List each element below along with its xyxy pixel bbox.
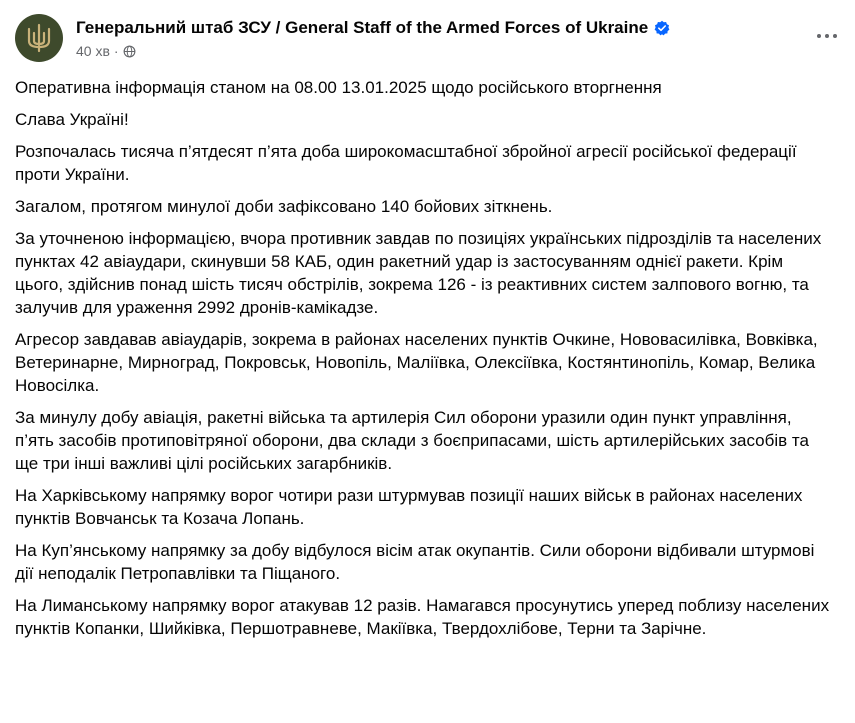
globe-icon[interactable] (123, 45, 136, 58)
post-paragraph: Оперативна інформація станом на 08.00 13.01.2025 щодо російського вторгнення (15, 78, 662, 97)
post-header (15, 14, 845, 62)
more-dot (825, 34, 829, 38)
author-name[interactable] (76, 18, 670, 38)
avatar[interactable] (15, 14, 63, 62)
meta-separator: · (113, 43, 119, 59)
post-paragraph: Розпочалась тисяча п’ятдесят п’ята доба широкомасштабної збройної агресії російської федерації проти України. (15, 142, 797, 184)
post-meta (76, 43, 136, 59)
post-body (15, 76, 835, 649)
author-name-text[interactable]: Генеральний штаб ЗСУ / General Staff of the Armed Forces of Ukraine (76, 18, 649, 37)
more-options-icon[interactable] (809, 24, 845, 48)
post-paragraph: За минулу добу авіація, ракетні війська та артилерія Сил оборони уразили один пункт управління, п’ять засобів протиповітряної оборони, два склади з боєприпасами, шість артилерійських засобів та ще три інші важливі цілі російських загарбників. (15, 408, 809, 473)
verified-badge-icon (654, 20, 670, 36)
post-paragraph: На Харківському напрямку ворог чотири рази штурмував позиції наших військ в районах населених пунктів Вовчанськ та Козача Лопань. (15, 486, 803, 528)
post-paragraph: За уточненою інформацією, вчора противник завдав по позиціях українських підрозділів та населених пунктах 42 авіаудари, скинувши 58 КАБ, один ракетний удар із застосуванням однієї ракети. Крім цього, здійснив понад шість тисяч обстрілів, зокрема 126 - із реактивних систем залпового вогню, та залучив для ураження 2992 дронів-камікадзе. (15, 229, 822, 317)
post-paragraph: Загалом, протягом минулої доби зафіксовано 140 бойових зіткнень. (15, 197, 553, 216)
more-dot (817, 34, 821, 38)
post-paragraph: Агресор завдавав авіаударів, зокрема в районах населених пунктів Очкине, Нововасилівка, Вовківка, Ветеринарне, Мирноград, Покровськ, Новопіль, Маліївка, Олексіївка, Костянтинопіль, Комар, Велика Новосілка. (15, 330, 818, 395)
post-timestamp[interactable]: 40 хв (76, 43, 110, 59)
post-paragraph: Слава Україні! (15, 110, 129, 129)
post-paragraph: На Лиманському напрямку ворог атакував 12 разів. Намагався просунутись уперед поблизу населених пунктів Копанки, Шийківка, Першотравневе, Макіївка, Твердохлібове, Терни та Зарічне. (15, 596, 830, 638)
post-paragraph: На Куп’янському напрямку за добу відбулося вісім атак окупантів. Сили оборони відбивали штурмові дії неподалік Петропавлівки та Піщаного. (15, 541, 815, 583)
trident-emblem-icon (26, 23, 52, 53)
more-dot (833, 34, 837, 38)
